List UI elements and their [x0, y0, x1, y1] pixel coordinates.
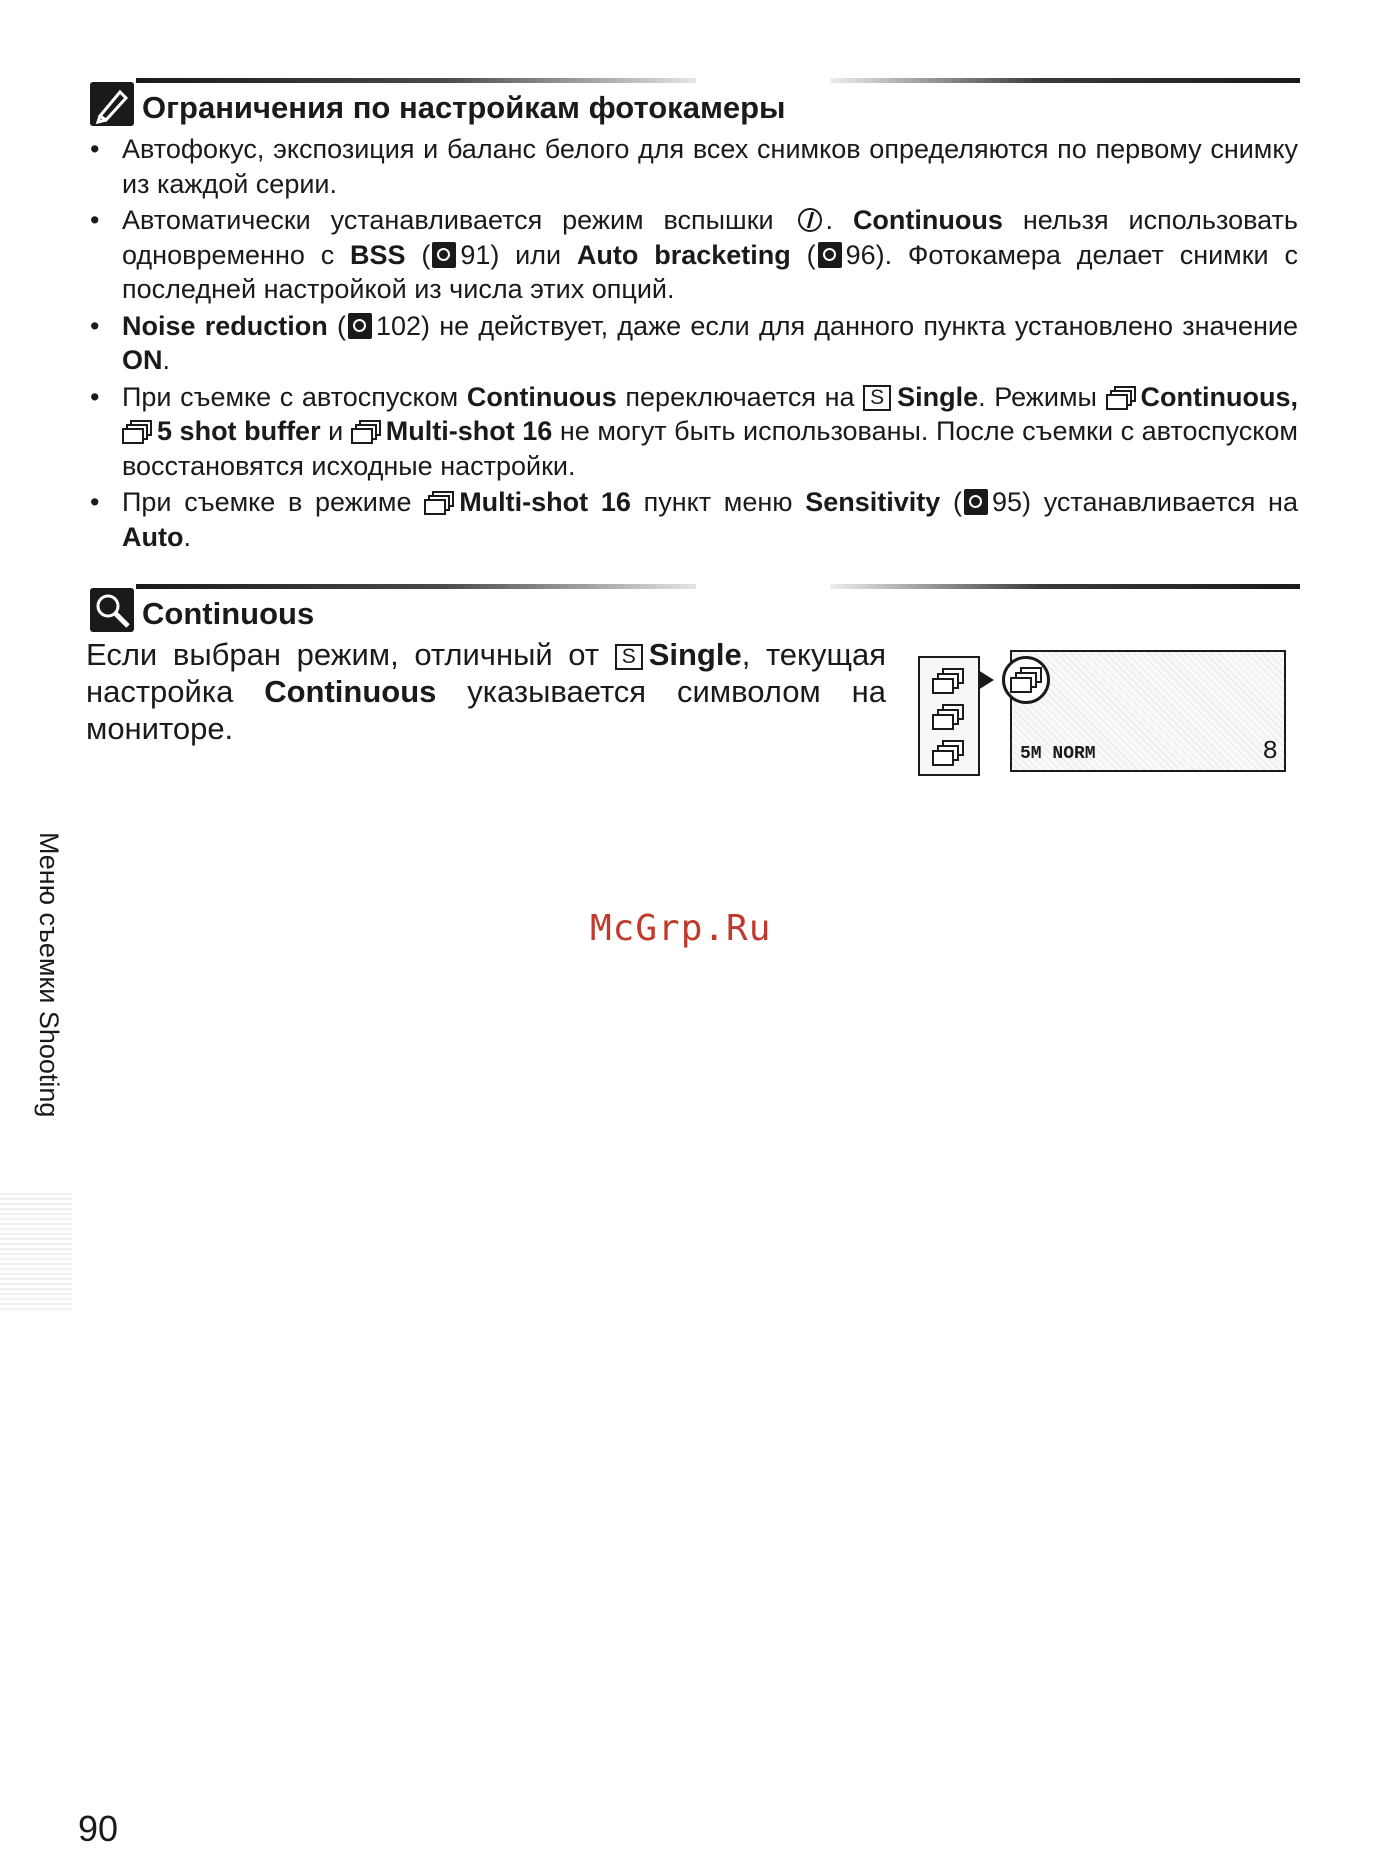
list-item: • При съемке в режиме Multi-shot 16 пункт меню Sensitivity ( 95) устанавливается на Auto.: [90, 485, 1298, 554]
list-item: • При съемке с автоспуском Continuous переключается на S Single. Режимы Continuous, 5 shot buffer и Multi-shot 16 не могут быть использованы. После съемки с автоспуском восстановятся исходные настройки.: [90, 380, 1298, 484]
header-rule: [136, 584, 696, 589]
mode-icons-panel: [918, 656, 980, 776]
chapter-side-tab: Меню съемки Shooting: [34, 832, 64, 1118]
continuous-icon: [932, 668, 964, 692]
list-item: • Noise reduction ( 102) не действует, даже если для данного пункта установлено значение ON.: [90, 309, 1298, 378]
multi-shot-icon: [424, 491, 454, 513]
continuous-icon: [1106, 386, 1136, 408]
multi-shot-icon: [932, 740, 964, 764]
header-rule: [830, 584, 1300, 589]
continuous-indicator-icon: [1002, 656, 1050, 704]
multi-shot-icon: [351, 420, 381, 442]
continuous-description: Если выбран режим, отличный от S Single, текущая настройка Continuous указывается символом на мониторе.: [86, 637, 886, 746]
note-pencil-icon: [90, 82, 134, 126]
watermark: McGrp.Ru: [590, 908, 772, 949]
page-number: 90: [78, 1808, 119, 1849]
tab-texture: [0, 1190, 72, 1310]
reference-icon: [964, 489, 988, 515]
list-item: • Автофокус, экспозиция и баланс белого для всех снимков определяются по первому снимку из каждой серии.: [90, 132, 1298, 201]
section-title: Ограничения по настройкам фотокамеры: [142, 90, 786, 125]
reference-icon: [432, 242, 456, 268]
list-item: • Автоматически устанавливается режим вспышки . Continuous нельзя использовать одновременно с BSS ( 91) или Auto bracketing ( 96). Фотокамера делает снимки с последней настройкой из числа этих опций.: [90, 203, 1298, 307]
monitor-screen: [1010, 650, 1286, 772]
reference-icon: [348, 313, 372, 339]
info-magnifier-icon: [90, 588, 134, 632]
single-mode-icon: S: [615, 644, 643, 670]
header-rule: [830, 78, 1300, 83]
shot-buffer-icon: [932, 704, 964, 728]
shot-buffer-icon: [122, 420, 152, 442]
reference-icon: [818, 242, 842, 268]
frames-remaining: 8: [1262, 736, 1278, 766]
pointer-arrow-icon: [978, 670, 994, 690]
section-header-restrictions: [90, 78, 1300, 128]
header-rule: [136, 78, 696, 83]
section-title: Continuous: [142, 596, 315, 631]
restrictions-list: [90, 132, 1298, 556]
flash-off-icon: [798, 208, 822, 232]
monitor-illustration: [918, 650, 1286, 772]
section-header-continuous: [90, 584, 1300, 634]
single-mode-icon: S: [863, 385, 891, 411]
image-mode-readout: 5M NORM: [1020, 744, 1096, 764]
